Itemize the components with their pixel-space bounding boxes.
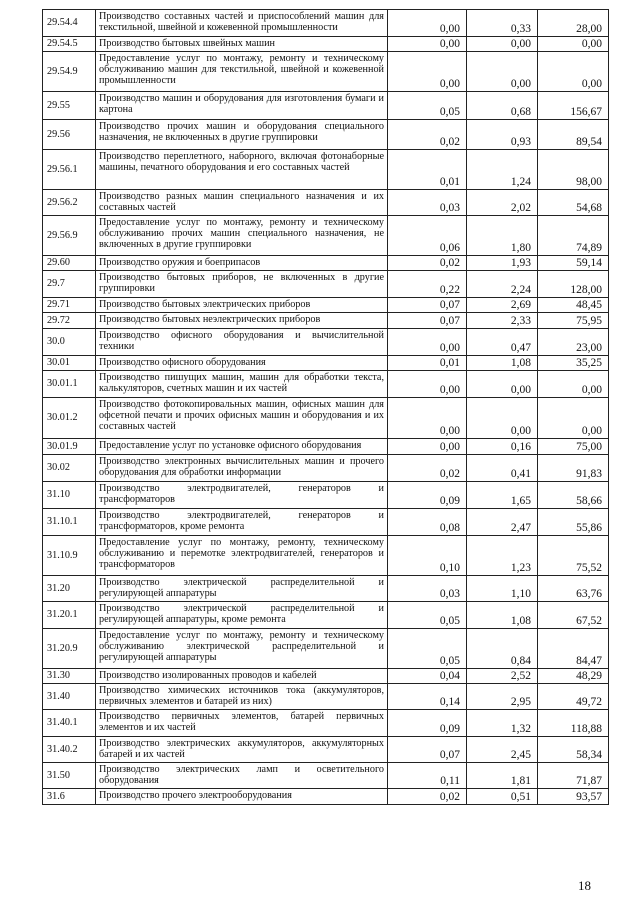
row-value-2: 0,41 [467, 455, 538, 482]
row-code: 29.72 [43, 313, 96, 329]
table-row [43, 37, 609, 52]
table-row [43, 271, 609, 298]
row-code: 31.10.1 [43, 509, 96, 536]
table-row [43, 629, 609, 669]
row-value-1: 0,00 [388, 37, 467, 52]
row-value-3: 75,52 [538, 536, 609, 576]
row-code: 29.60 [43, 256, 96, 271]
table-row [43, 356, 609, 371]
row-value-3: 93,57 [538, 789, 609, 805]
row-value-3: 118,88 [538, 710, 609, 737]
row-description: Производство оружия и боеприпасов [96, 256, 388, 271]
row-value-3: 59,14 [538, 256, 609, 271]
row-value-2: 1,08 [467, 356, 538, 371]
row-value-3: 58,66 [538, 482, 609, 509]
row-code: 29.7 [43, 271, 96, 298]
row-value-1: 0,05 [388, 92, 467, 120]
row-value-3: 0,00 [538, 52, 609, 92]
row-value-1: 0,01 [388, 356, 467, 371]
row-description: Производство пишущих машин, машин для обработки текста, калькуляторов, счетных машин и их частей [96, 371, 388, 398]
row-code: 29.71 [43, 298, 96, 313]
row-value-2: 1,65 [467, 482, 538, 509]
row-value-2: 0,16 [467, 439, 538, 455]
row-code: 31.20.9 [43, 629, 96, 669]
row-description: Предоставление услуг по монтажу, ремонту и техническому обслуживанию машин для текстильной, швейной и кожевенной промышленности [96, 52, 388, 92]
row-value-1: 0,22 [388, 271, 467, 298]
table-row [43, 684, 609, 710]
row-description: Производство электронных вычислительных машин и прочего оборудования для обработки информации [96, 455, 388, 482]
row-code: 31.50 [43, 763, 96, 789]
row-description: Производство электрической распределительной и регулирующей аппаратуры [96, 576, 388, 602]
row-code: 29.56 [43, 120, 96, 150]
row-value-2: 0,84 [467, 629, 538, 669]
table-row [43, 216, 609, 256]
table-row [43, 10, 609, 37]
row-value-1: 0,09 [388, 710, 467, 737]
table-row [43, 92, 609, 120]
row-description: Производство фотокопировальных машин, офисных машин для офсетной печати и прочих офисных машин и оборудования и их составных частей [96, 398, 388, 439]
row-value-2: 2,52 [467, 669, 538, 684]
row-value-1: 0,06 [388, 216, 467, 256]
table-row [43, 52, 609, 92]
page-number: 18 [578, 878, 591, 893]
row-value-2: 2,24 [467, 271, 538, 298]
row-value-1: 0,04 [388, 669, 467, 684]
row-value-1: 0,00 [388, 398, 467, 439]
row-value-3: 55,86 [538, 509, 609, 536]
table-row [43, 190, 609, 216]
row-value-3: 35,25 [538, 356, 609, 371]
table-row [43, 669, 609, 684]
row-value-3: 28,00 [538, 10, 609, 37]
row-value-1: 0,02 [388, 789, 467, 805]
row-value-2: 1,81 [467, 763, 538, 789]
row-code: 29.56.2 [43, 190, 96, 216]
row-value-3: 63,76 [538, 576, 609, 602]
row-description: Производство электрической распределительной и регулирующей аппаратуры, кроме ремонта [96, 602, 388, 629]
table-row [43, 482, 609, 509]
table-row [43, 763, 609, 789]
row-value-2: 2,95 [467, 684, 538, 710]
row-value-3: 58,34 [538, 737, 609, 763]
row-code: 29.54.4 [43, 10, 96, 37]
row-description: Производство первичных элементов, батарей первичных элементов и их частей [96, 710, 388, 737]
row-value-3: 67,52 [538, 602, 609, 629]
row-value-2: 2,33 [467, 313, 538, 329]
row-value-2: 0,00 [467, 52, 538, 92]
table-row [43, 256, 609, 271]
row-value-1: 0,03 [388, 190, 467, 216]
row-value-1: 0,07 [388, 313, 467, 329]
row-code: 29.56.9 [43, 216, 96, 256]
table-row [43, 509, 609, 536]
table-row [43, 298, 609, 313]
row-code: 31.40.2 [43, 737, 96, 763]
row-value-3: 91,83 [538, 455, 609, 482]
table-row [43, 150, 609, 190]
row-value-3: 48,29 [538, 669, 609, 684]
row-description: Предоставление услуг по монтажу, ремонту и техническому обслуживанию электрической распределительной и регулирующей аппаратуры [96, 629, 388, 669]
row-value-2: 1,80 [467, 216, 538, 256]
row-value-1: 0,07 [388, 298, 467, 313]
table-row [43, 536, 609, 576]
row-description: Производство прочих машин и оборудования специального назначения, не включенных в другие группировки [96, 120, 388, 150]
row-description: Производство электрических аккумуляторов, аккумуляторных батарей и их частей [96, 737, 388, 763]
row-value-3: 75,95 [538, 313, 609, 329]
row-value-3: 89,54 [538, 120, 609, 150]
row-code: 30.01 [43, 356, 96, 371]
row-description: Предоставление услуг по установке офисного оборудования [96, 439, 388, 455]
table-row [43, 398, 609, 439]
table-row [43, 602, 609, 629]
row-value-1: 0,09 [388, 482, 467, 509]
row-value-2: 0,33 [467, 10, 538, 37]
table-row [43, 737, 609, 763]
row-value-2: 1,08 [467, 602, 538, 629]
row-value-1: 0,02 [388, 455, 467, 482]
row-description: Производство офисного оборудования [96, 356, 388, 371]
row-value-1: 0,02 [388, 120, 467, 150]
row-code: 31.10 [43, 482, 96, 509]
row-description: Производство электродвигателей, генераторов и трансформаторов, кроме ремонта [96, 509, 388, 536]
row-description: Производство бытовых швейных машин [96, 37, 388, 52]
row-description: Предоставление услуг по монтажу, ремонту, техническому обслуживанию и перемотке электродвигателей, генераторов и трансформаторов [96, 536, 388, 576]
row-value-2: 2,45 [467, 737, 538, 763]
row-value-2: 1,93 [467, 256, 538, 271]
row-code: 29.55 [43, 92, 96, 120]
table-row [43, 455, 609, 482]
table-row [43, 576, 609, 602]
row-value-3: 0,00 [538, 398, 609, 439]
row-description: Производство бытовых электрических приборов [96, 298, 388, 313]
table-row [43, 710, 609, 737]
row-code: 29.54.9 [43, 52, 96, 92]
row-value-3: 0,00 [538, 371, 609, 398]
table-row [43, 789, 609, 805]
row-description: Производство переплетного, наборного, включая фотонаборные машины, печатного оборудования и его составных частей [96, 150, 388, 190]
row-value-3: 84,47 [538, 629, 609, 669]
table-row [43, 313, 609, 329]
row-code: 31.40.1 [43, 710, 96, 737]
row-value-2: 2,69 [467, 298, 538, 313]
row-value-1: 0,00 [388, 371, 467, 398]
row-value-1: 0,07 [388, 737, 467, 763]
row-description: Производство офисного оборудования и вычислительной техники [96, 329, 388, 356]
row-value-3: 0,00 [538, 37, 609, 52]
row-description: Производство прочего электрооборудования [96, 789, 388, 805]
row-value-2: 0,93 [467, 120, 538, 150]
row-value-1: 0,02 [388, 256, 467, 271]
row-value-2: 1,32 [467, 710, 538, 737]
row-value-2: 2,47 [467, 509, 538, 536]
row-value-3: 98,00 [538, 150, 609, 190]
row-code: 31.40 [43, 684, 96, 710]
row-description: Производство электродвигателей, генераторов и трансформаторов [96, 482, 388, 509]
row-value-1: 0,03 [388, 576, 467, 602]
table-row [43, 120, 609, 150]
row-code: 30.02 [43, 455, 96, 482]
row-description: Производство химических источников тока (аккумуляторов, первичных элементов и батарей из них) [96, 684, 388, 710]
row-value-1: 0,00 [388, 52, 467, 92]
row-code: 30.01.9 [43, 439, 96, 455]
data-table [42, 9, 609, 805]
row-code: 29.56.1 [43, 150, 96, 190]
row-value-2: 0,47 [467, 329, 538, 356]
row-code: 30.01.2 [43, 398, 96, 439]
row-value-1: 0,05 [388, 602, 467, 629]
row-value-1: 0,14 [388, 684, 467, 710]
row-value-2: 0,68 [467, 92, 538, 120]
row-value-1: 0,00 [388, 10, 467, 37]
row-value-3: 49,72 [538, 684, 609, 710]
row-code: 30.01.1 [43, 371, 96, 398]
row-value-3: 156,67 [538, 92, 609, 120]
row-description: Производство электрических ламп и осветительного оборудования [96, 763, 388, 789]
row-value-2: 0,51 [467, 789, 538, 805]
row-value-3: 48,45 [538, 298, 609, 313]
row-value-2: 0,00 [467, 398, 538, 439]
table-row [43, 371, 609, 398]
row-value-2: 0,00 [467, 371, 538, 398]
table-body [43, 10, 609, 805]
row-value-2: 1,23 [467, 536, 538, 576]
row-value-1: 0,00 [388, 439, 467, 455]
table-row [43, 439, 609, 455]
row-description: Предоставление услуг по монтажу, ремонту и техническому обслуживанию прочих машин специального назначения, не включенных в другие группировки [96, 216, 388, 256]
row-code: 31.20 [43, 576, 96, 602]
row-description: Производство разных машин специального назначения и их составных частей [96, 190, 388, 216]
row-value-2: 2,02 [467, 190, 538, 216]
row-code: 31.30 [43, 669, 96, 684]
row-value-3: 74,89 [538, 216, 609, 256]
row-value-2: 0,00 [467, 37, 538, 52]
row-value-2: 1,24 [467, 150, 538, 190]
row-description: Производство изолированных проводов и кабелей [96, 669, 388, 684]
row-value-1: 0,08 [388, 509, 467, 536]
row-code: 29.54.5 [43, 37, 96, 52]
row-value-1: 0,11 [388, 763, 467, 789]
row-code: 31.10.9 [43, 536, 96, 576]
row-value-3: 23,00 [538, 329, 609, 356]
row-value-1: 0,05 [388, 629, 467, 669]
row-description: Производство бытовых неэлектрических приборов [96, 313, 388, 329]
row-value-3: 71,87 [538, 763, 609, 789]
row-value-2: 1,10 [467, 576, 538, 602]
row-value-1: 0,00 [388, 329, 467, 356]
row-code: 31.6 [43, 789, 96, 805]
row-value-1: 0,10 [388, 536, 467, 576]
row-value-3: 54,68 [538, 190, 609, 216]
row-description: Производство машин и оборудования для изготовления бумаги и картона [96, 92, 388, 120]
row-value-3: 128,00 [538, 271, 609, 298]
row-code: 30.0 [43, 329, 96, 356]
row-description: Производство составных частей и приспособлений машин для текстильной, швейной и кожевенной промышленности [96, 10, 388, 37]
row-value-1: 0,01 [388, 150, 467, 190]
row-code: 31.20.1 [43, 602, 96, 629]
table-row [43, 329, 609, 356]
row-value-3: 75,00 [538, 439, 609, 455]
row-description: Производство бытовых приборов, не включенных в другие группировки [96, 271, 388, 298]
